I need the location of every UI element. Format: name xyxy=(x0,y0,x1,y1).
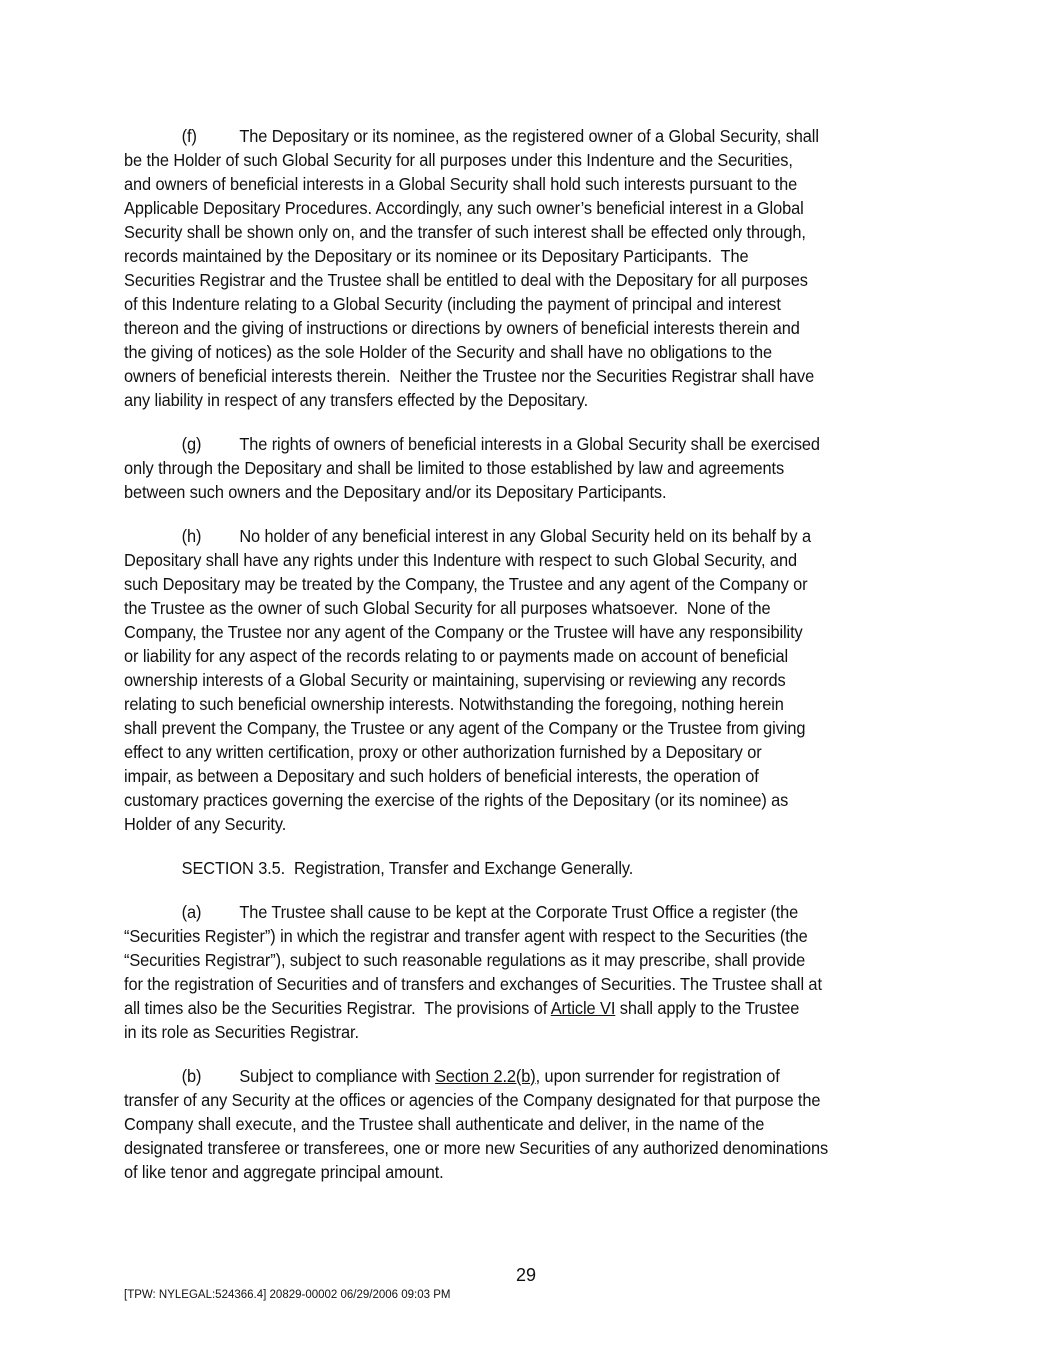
text-line: “Securities Register”) in which the registrar and transfer agent with respect to the Securities (the xyxy=(124,926,808,946)
text-line: Holder of any Security. xyxy=(124,814,287,834)
text-line: The Depositary or its nominee, as the registered owner of a Global Security, shall xyxy=(239,126,819,146)
text-line: the giving of notices) as the sole Holder of the Security and shall have no obligations to the xyxy=(124,342,772,362)
text-line: transfer of any Security at the offices or agencies of the Company designated for that purpose the xyxy=(124,1090,821,1110)
document-body xyxy=(124,124,887,1204)
paragraph-label: (a) xyxy=(181,902,202,922)
text-line: Security shall be shown only on, and the transfer of such interest shall be effected only through, xyxy=(124,222,806,242)
document-footer: [TPW: NYLEGAL:524366.4] 20829-00002 06/29/2006 09:03 PM xyxy=(124,1289,451,1301)
paragraph-h xyxy=(124,524,887,836)
text-line: impair, as between a Depositary and such holders of beneficial interests, the operation of xyxy=(124,766,759,786)
section-heading-text: SECTION 3.5. Registration, Transfer and Exchange Generally. xyxy=(181,858,634,878)
text-line: customary practices governing the exercise of the rights of the Depositary (or its nominee) as xyxy=(124,790,789,810)
text-line: owners of beneficial interests therein. Neither the Trustee nor the Securities Registrar shall have xyxy=(124,366,815,386)
text-line: The rights of owners of beneficial interests in a Global Security shall be exercised xyxy=(239,434,820,454)
text-line: Company, the Trustee nor any agent of the Company or the Trustee will have any responsibility xyxy=(124,622,803,642)
text-line: shall prevent the Company, the Trustee or any agent of the Company or the Trustee from giving xyxy=(124,718,806,738)
text-line: The Trustee shall cause to be kept at the Corporate Trust Office a register (the xyxy=(239,902,799,922)
text-line: any liability in respect of any transfers effected by the Depositary. xyxy=(124,390,589,410)
text-line: only through the Depositary and shall be limited to those established by law and agreements xyxy=(124,458,785,478)
text-line: thereon and the giving of instructions or directions by owners of beneficial interests therein and xyxy=(124,318,800,338)
text-line: or liability for any aspect of the records relating to or payments made on account of beneficial xyxy=(124,646,789,666)
article-vi-reference-link[interactable]: Article VI xyxy=(550,998,616,1018)
text-line: between such owners and the Depositary and/or its Depositary Participants. xyxy=(124,482,667,502)
text-line: No holder of any beneficial interest in any Global Security held on its behalf by a xyxy=(239,526,811,546)
paragraph-3-5-a xyxy=(124,900,887,1044)
paragraph-3-5-b xyxy=(124,1064,887,1184)
text-line: relating to such beneficial ownership interests. Notwithstanding the foregoing, nothing herein xyxy=(124,694,784,714)
text-line: for the registration of Securities and of transfers and exchanges of Securities. The Trustee shall at xyxy=(124,974,822,994)
text-line: ownership interests of a Global Security or maintaining, supervising or reviewing any records xyxy=(124,670,786,690)
paragraph-label: (b) xyxy=(181,1066,202,1086)
paragraph-label: (f) xyxy=(181,126,197,146)
text-segment: Subject to compliance with xyxy=(239,1066,436,1086)
page-number: 29 xyxy=(516,1265,537,1285)
text-line: “Securities Registrar”), subject to such reasonable regulations as it may prescribe, shall provide xyxy=(124,950,806,970)
text-segment: , upon surrender for registration of xyxy=(535,1066,780,1086)
paragraph-f xyxy=(124,124,887,412)
text-line: and owners of beneficial interests in a Global Security shall hold such interests pursuant to the xyxy=(124,174,798,194)
text-line: be the Holder of such Global Security for all purposes under this Indenture and the Securities, xyxy=(124,150,793,170)
text-line: such Depositary may be treated by the Company, the Trustee and any agent of the Company or xyxy=(124,574,808,594)
text-line: effect to any written certification, proxy or other authorization furnished by a Depositary or xyxy=(124,742,762,762)
section-heading xyxy=(124,856,887,880)
text-line: Depositary shall have any rights under this Indenture with respect to such Global Security, and xyxy=(124,550,797,570)
text-line: records maintained by the Depositary or its nominee or its Depositary Participants. The xyxy=(124,246,749,266)
text-line: Securities Registrar and the Trustee shall be entitled to deal with the Depositary for all purposes xyxy=(124,270,808,290)
text-line: designated transferee or transferees, one or more new Securities of any authorized denominations xyxy=(124,1138,829,1158)
text-segment: all times also be the Securities Registrar. The provisions of xyxy=(124,998,551,1018)
text-line: Company shall execute, and the Trustee shall authenticate and deliver, in the name of the xyxy=(124,1114,765,1134)
text-line: the Trustee as the owner of such Global Security for all purposes whatsoever. None of the xyxy=(124,598,771,618)
section-2-2b-reference-link[interactable]: Section 2.2(b) xyxy=(435,1066,536,1086)
text-line: in its role as Securities Registrar. xyxy=(124,1022,359,1042)
text-line: of this Indenture relating to a Global Security (including the payment of principal and interest xyxy=(124,294,781,314)
text-segment: shall apply to the Trustee xyxy=(615,998,800,1018)
paragraph-g xyxy=(124,432,887,504)
paragraph-label: (h) xyxy=(181,526,202,546)
paragraph-label: (g) xyxy=(181,434,202,454)
text-line: Applicable Depositary Procedures. Accordingly, any such owner’s beneficial interest in a Global xyxy=(124,198,804,218)
text-line: of like tenor and aggregate principal amount. xyxy=(124,1162,444,1182)
